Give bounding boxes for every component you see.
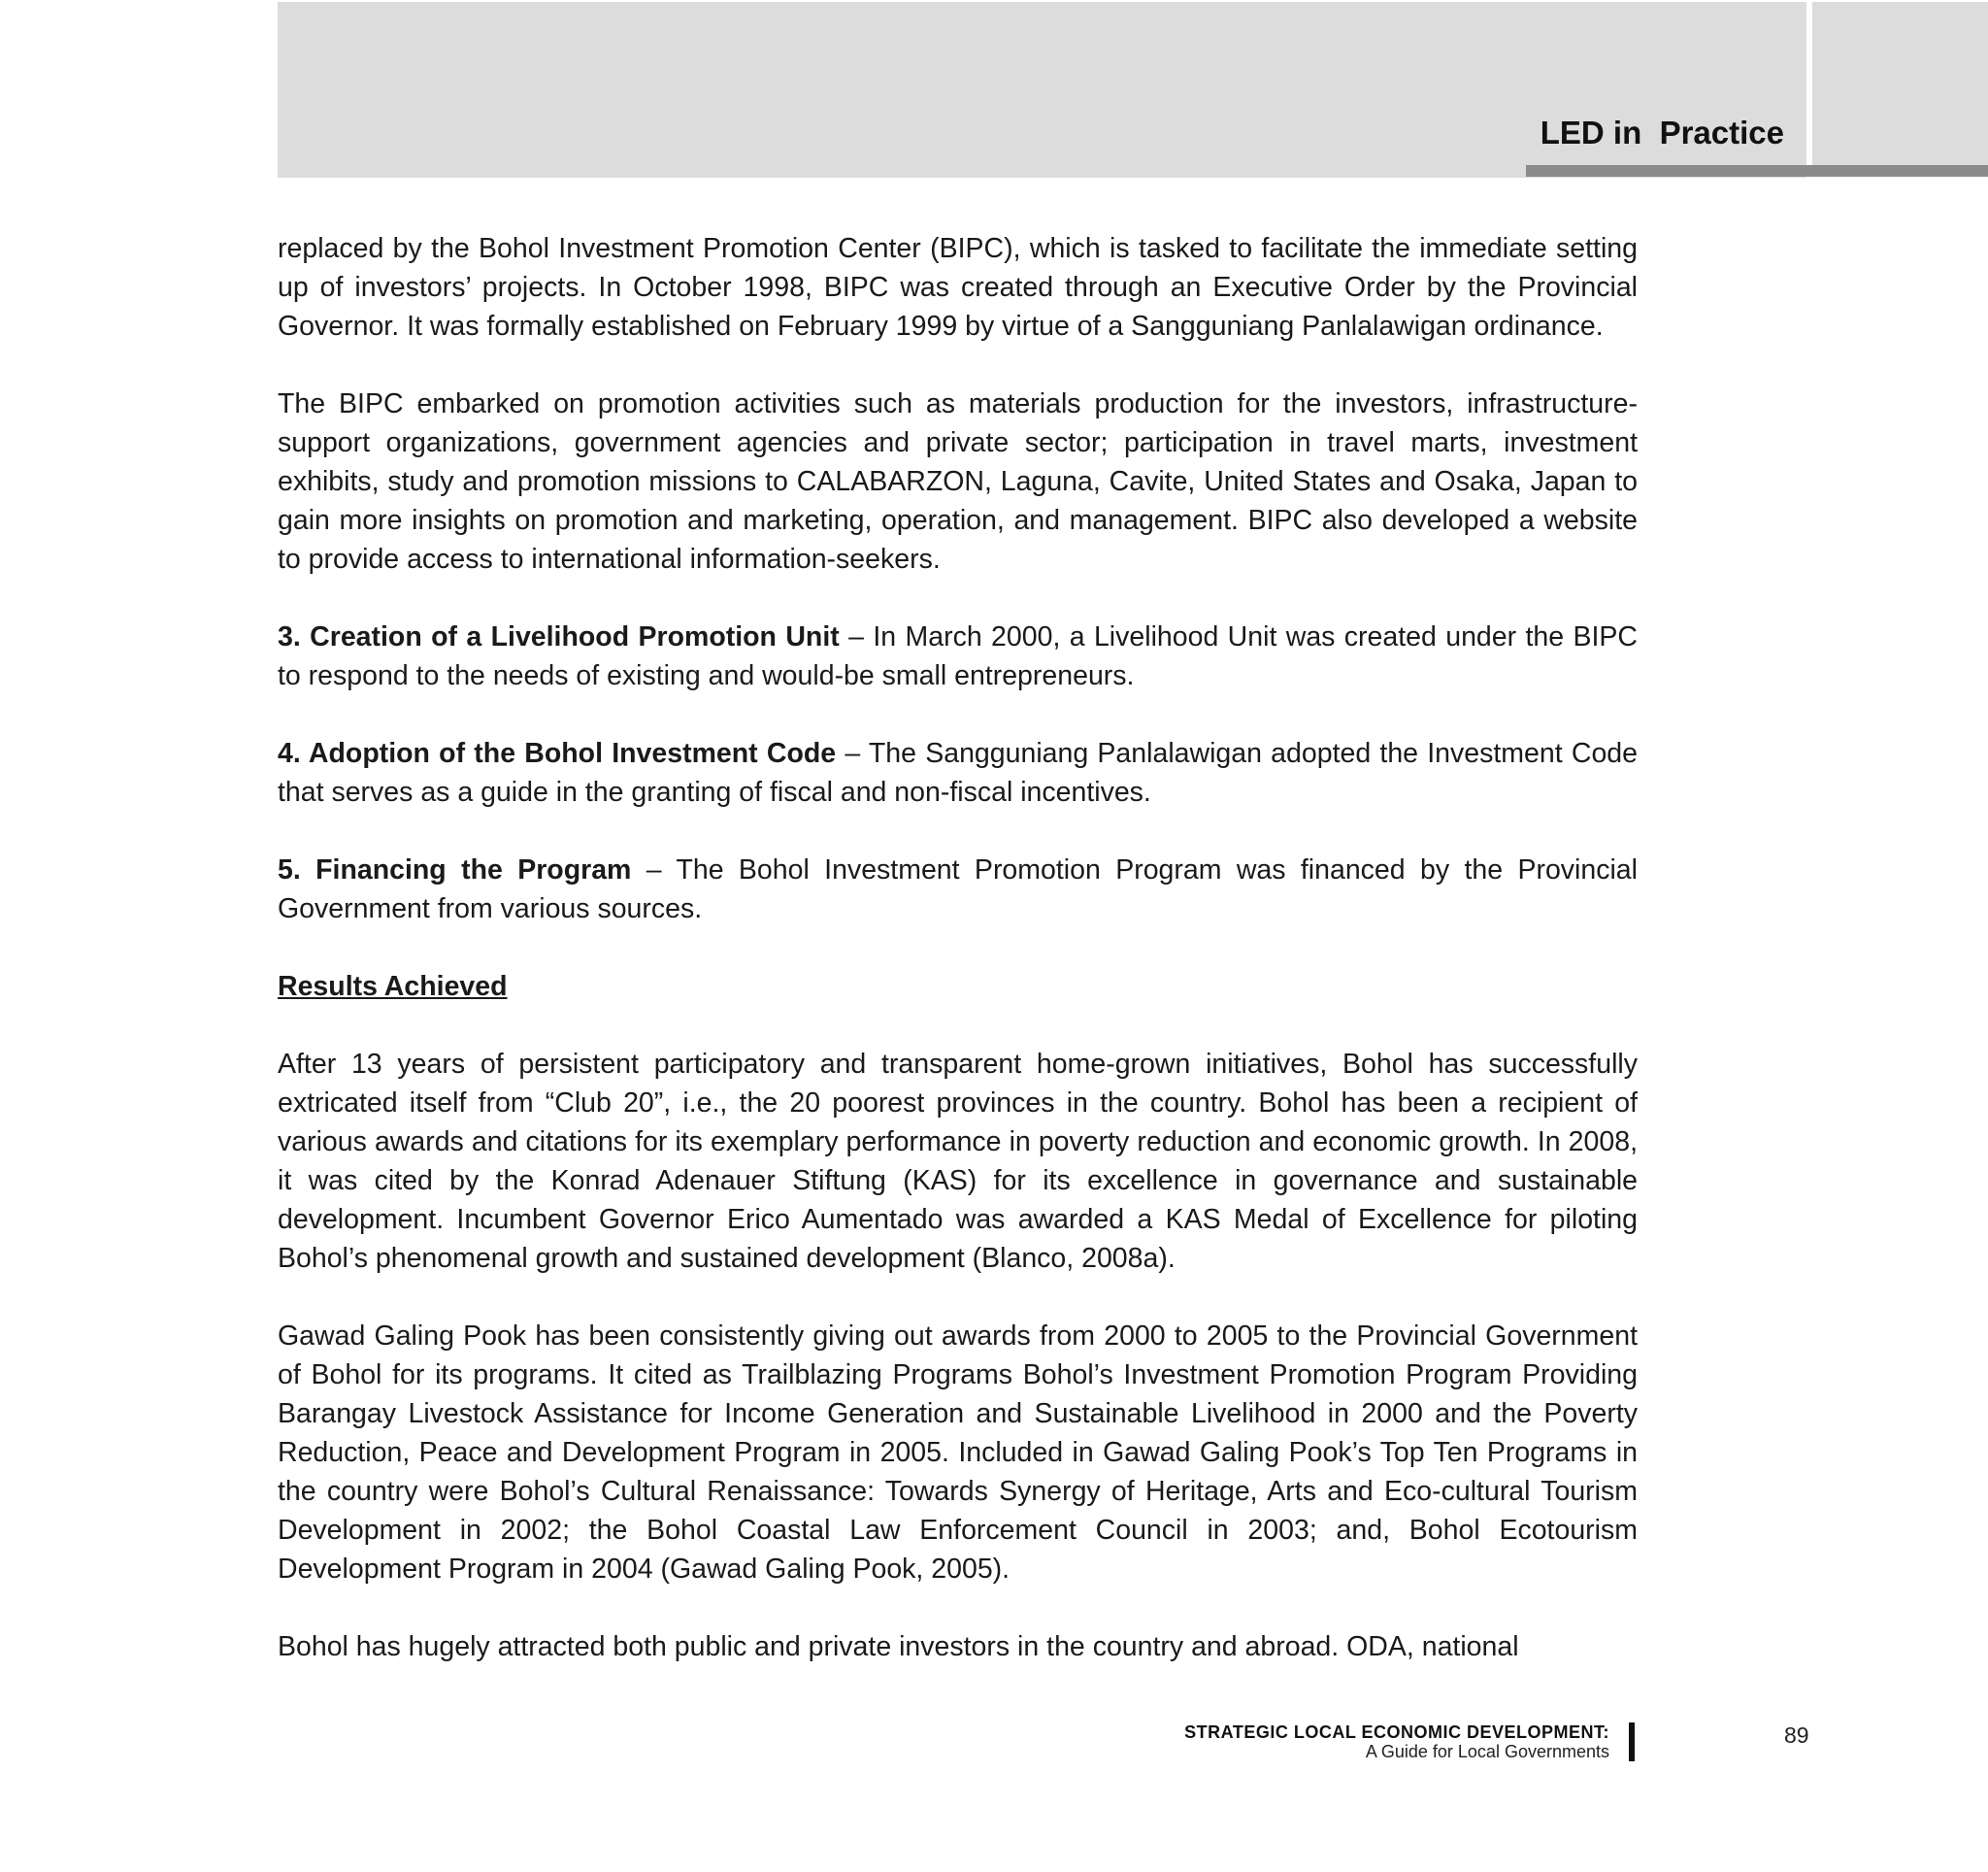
item-livelihood-unit-text: – In March 2000, a Livelihood Unit was created under the BIPC to respond to the needs of existing and would-be small entrepreneurs. <box>278 621 1638 691</box>
item-investment-code <box>278 734 1638 812</box>
footer-bar <box>1629 1722 1635 1761</box>
header-underbar <box>1526 165 1988 177</box>
item-financing <box>278 851 1638 928</box>
page-content <box>278 229 1638 1666</box>
footer-subtitle: A Guide for Local Governments <box>1365 1742 1609 1761</box>
item-investment-code-title: 4. Adoption of the Bohol Investment Code <box>278 738 837 769</box>
results-heading: Results Achieved <box>278 971 508 1002</box>
paragraph-bipc-intro: replaced by the Bohol Investment Promotion Center (BIPC), which is tasked to facilitate the immediate setting up of investors’ projects. In October 1998, BIPC was created through an Executive Order by the Provincial Governor. It was formally established on February 1999 by virtue of a Sangguniang Panlalawigan ordinance. <box>278 233 1638 342</box>
section-title: LED in Practice <box>1540 115 1784 150</box>
paragraph-results: After 13 years of persistent participatory and transparent home-grown initiatives, Bohol has successfully extricated itself from “Club 20”, i.e., the 20 poorest provinces in the country. Bohol has been a recipient of various awards and citations for its exemplary performance in poverty reduction and economic growth. In 2008, it was cited by the Konrad Adenauer Stiftung (KAS) for its excellence in governance and sustainable development. Incumbent Governor Erico Aumentado was awarded a KAS Medal of Excellence for piloting Bohol’s phenomenal growth and sustained development (Blanco, 2008a). <box>278 1049 1638 1274</box>
footer <box>1184 1722 1609 1761</box>
paragraph-bipc-activities: The BIPC embarked on promotion activities such as materials production for the investors, infrastructure-support organizations, government agencies and private sector; participation in travel marts, investment exhibits, study and promotion missions to CALABARZON, Laguna, Cavite, United States and Osaka, Japan to gain more insights on promotion and marketing, operation, and management. BIPC also developed a website to provide access to international information-seekers. <box>278 388 1638 575</box>
page-number: 89 <box>1784 1722 1809 1748</box>
item-livelihood-unit-title: 3. Creation of a Livelihood Promotion Unit <box>278 621 840 652</box>
item-livelihood-unit <box>278 618 1638 695</box>
item-financing-title: 5. Financing the Program <box>278 854 632 886</box>
item-financing-text: – The Bohol Investment Promotion Program was financed by the Provincial Government from various sources. <box>278 854 1638 924</box>
paragraph-investors: Bohol has hugely attracted both public and private investors in the country and abroad. ODA, national <box>278 1631 1519 1662</box>
paragraph-awards: Gawad Galing Pook has been consistently giving out awards from 2000 to 2005 to the Provincial Government of Bohol for its programs. It cited as Trailblazing Programs Bohol’s Investment Promotion Program Providing Barangay Livestock Assistance for Income Generation and Sustainable Livelihood in 2000 and the Poverty Reduction, Peace and Development Program in 2005. Included in Gawad Galing Pook’s Top Ten Programs in the country were Bohol’s Cultural Renaissance: Towards Synergy of Heritage, Arts and Eco-cultural Tourism Development in 2002; the Bohol Coastal Law Enforcement Council in 2003; and, Bohol Ecotourism Development Program in 2004 (Gawad Galing Pook, 2005). <box>278 1320 1638 1585</box>
header-band-right <box>1812 2 1988 165</box>
item-investment-code-text: – The Sangguniang Panlalawigan adopted the Investment Code that serves as a guide in the granting of fiscal and non-fiscal incentives. <box>278 738 1638 808</box>
footer-title: STRATEGIC LOCAL ECONOMIC DEVELOPMENT: <box>1184 1722 1609 1742</box>
